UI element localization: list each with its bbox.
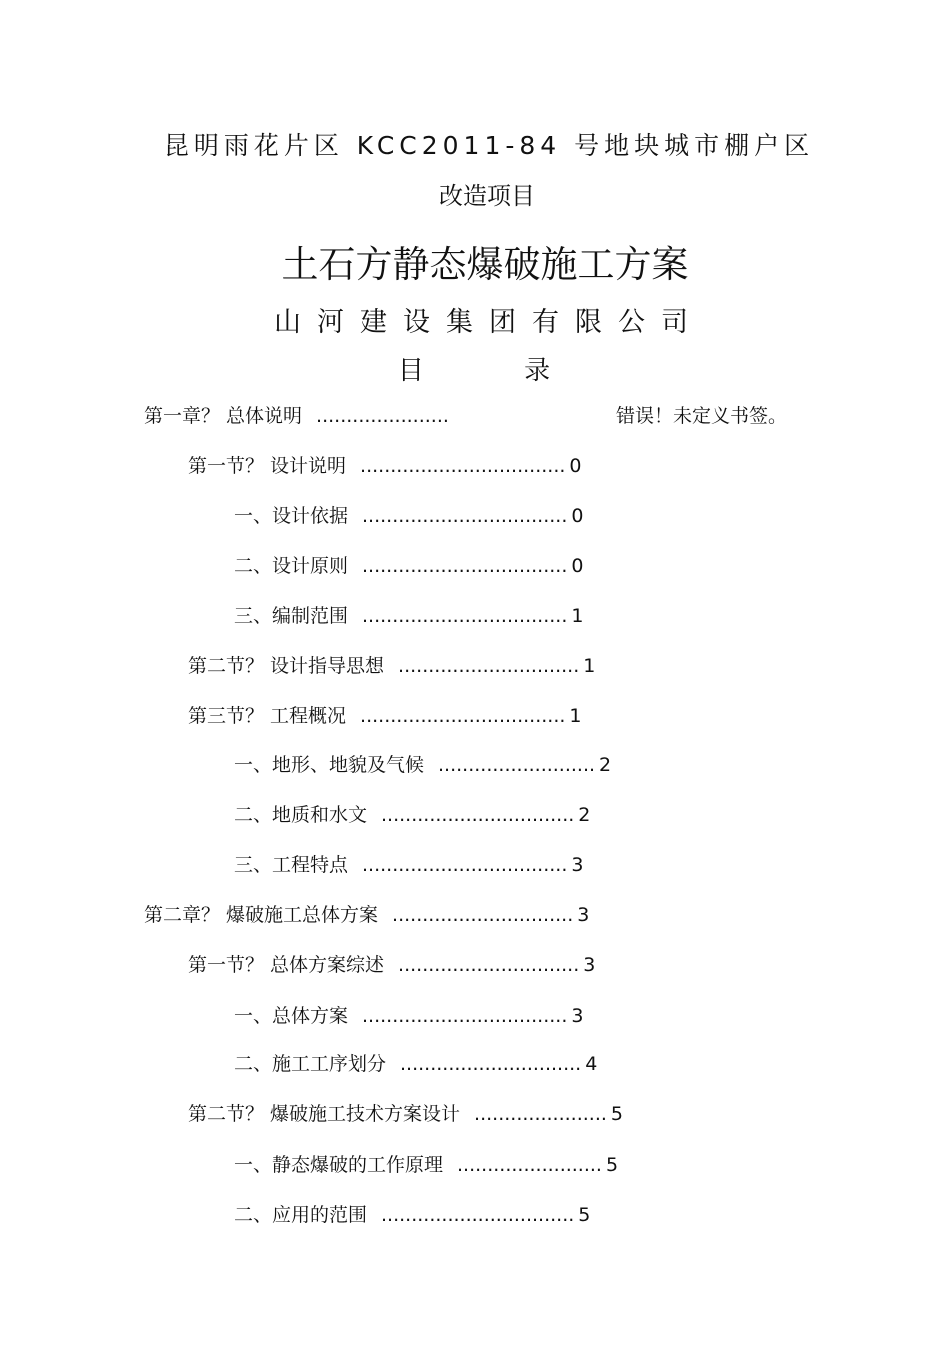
toc-entry-label: 一、地形、地貌及气候 [234,754,425,776]
toc-error-note: 错误！未定义书签。 [616,405,788,427]
toc-page-number: 0 [571,505,584,527]
toc-leader-dots: .............................. [392,904,574,926]
toc-entry-label: 三、编制范围 [234,605,349,627]
toc-entry[interactable] [188,703,582,729]
toc-page-number: 5 [578,1204,591,1226]
toc-entry[interactable] [234,503,583,529]
toc-page-number: 0 [569,455,582,477]
toc-entry-label: 二、设计原则 [234,555,349,577]
toc-page-number: 2 [599,754,612,776]
company-name: 山河建设集团有限公司 [274,307,704,338]
toc-leader-dots: ................................ [381,1204,575,1226]
toc-leader-dots: .................................. [362,854,568,876]
toc-entry[interactable] [188,653,595,679]
toc-entry-chapter-2[interactable] [144,902,589,928]
toc-entry[interactable] [234,752,611,778]
toc-entry[interactable] [234,1152,618,1178]
toc-entry[interactable] [234,802,590,828]
toc-page-number: 1 [571,605,584,627]
toc-entry-label: 二、地质和水文 [234,804,368,826]
toc-leader-dots: .............................. [400,1053,582,1075]
toc-entry-label: 一、设计依据 [234,505,349,527]
toc-entry-label: 第一章？ 总体说明 [144,405,303,427]
toc-entry[interactable] [234,852,583,878]
toc-entry[interactable] [234,603,583,629]
toc-leader-dots: ................................ [381,804,575,826]
toc-entry[interactable] [234,1003,583,1029]
toc-leader-dots: .................................. [360,705,566,727]
toc-entry-label: 第二章？ 爆破施工总体方案 [144,904,379,926]
toc-page-number: 2 [578,804,591,826]
toc-entry-label: 第一节？ 设计说明 [188,455,347,477]
toc-leader-dots: ...................... [474,1103,607,1125]
toc-leader-dots: .............................. [398,954,580,976]
toc-entry-label: 第二节？ 爆破施工技术方案设计 [188,1103,461,1125]
toc-page-number: 0 [571,555,584,577]
toc-entry[interactable] [234,553,583,579]
toc-page-number: 3 [583,954,596,976]
toc-page-number: 5 [610,1103,624,1125]
toc-leader-dots: ...................... [316,405,449,427]
toc-entry[interactable] [188,1101,623,1127]
toc-entry-label: 第一节？ 总体方案综述 [188,954,385,976]
toc-page-number: 3 [571,1005,584,1027]
toc-entry-label: 二、施工工序划分 [234,1053,387,1075]
toc-entry-label: 二、应用的范围 [234,1204,368,1226]
toc-entry[interactable] [188,453,582,479]
toc-entry[interactable] [234,1202,590,1228]
toc-page-number: 1 [583,655,596,677]
project-title-line1: 昆明雨花片区 KCC2011-84 号地块城市棚户区 [163,131,815,160]
toc-entry-label: 一、总体方案 [234,1005,349,1027]
toc-page-number: 5 [605,1154,619,1176]
project-title-line2: 改造项目 [439,182,535,210]
toc-entry[interactable] [188,952,595,978]
toc-entry-chapter-1[interactable] [144,403,788,429]
toc-leader-dots: .................................. [360,455,566,477]
toc-entry-label: 第三节？ 工程概况 [188,705,347,727]
toc-heading: 目 录 [397,356,597,386]
toc-page-number: 1 [569,705,582,727]
toc-leader-dots: ........................ [457,1154,602,1176]
toc-entry-label: 第二节？ 设计指导思想 [188,655,385,677]
document-title: 土石方静态爆破施工方案 [281,243,689,286]
toc-leader-dots: .......................... [438,754,596,776]
toc-leader-dots: .............................. [398,655,580,677]
toc-leader-dots: .................................. [362,1005,568,1027]
toc-entry-label: 一、静态爆破的工作原理 [234,1154,444,1176]
toc-leader-dots: .................................. [362,555,568,577]
toc-page-number: 3 [577,904,590,926]
toc-page-number: 3 [571,854,584,876]
toc-leader-dots: .................................. [362,505,568,527]
toc-page-number: 4 [585,1053,598,1075]
toc-entry[interactable] [234,1051,597,1077]
toc-entry-label: 三、工程特点 [234,854,349,876]
toc-leader-dots: .................................. [362,605,568,627]
